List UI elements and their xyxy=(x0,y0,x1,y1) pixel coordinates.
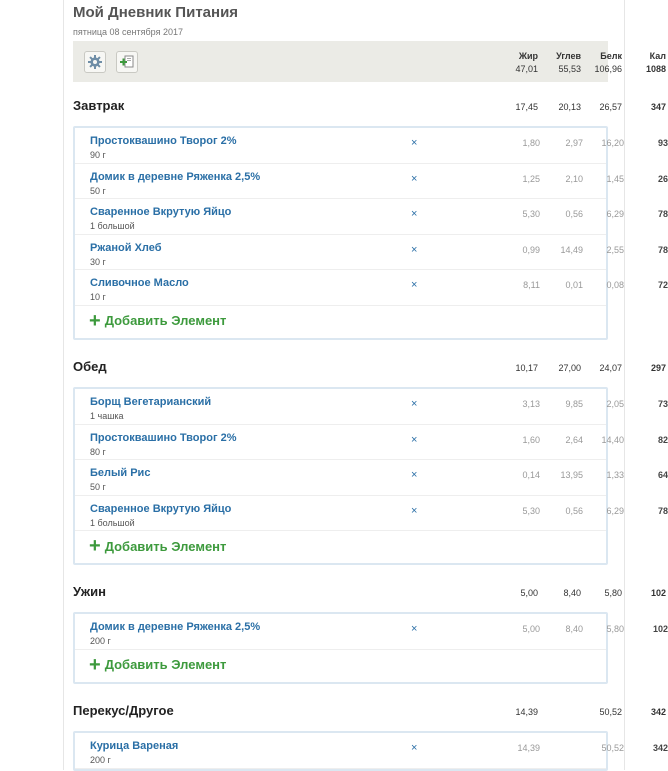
meal-total-protein: 24,07 xyxy=(599,363,622,373)
meal-section xyxy=(73,92,668,340)
meal-title: Завтрак xyxy=(73,98,125,113)
food-item-row xyxy=(75,235,668,271)
food-item-row xyxy=(75,460,668,496)
food-item-portion: 1 чашка xyxy=(90,411,124,421)
food-item-name[interactable]: Сваренное Вкрутую Яйцо xyxy=(90,502,232,515)
food-item-calories: 78 xyxy=(657,244,668,255)
meal-header xyxy=(73,353,666,379)
food-item-protein: 1,45 xyxy=(606,173,624,184)
food-item-protein: 0,08 xyxy=(606,280,624,290)
total-carbs: 55,53 xyxy=(558,64,581,74)
page-border-left xyxy=(63,0,64,770)
food-item-protein: 2,05 xyxy=(606,399,624,409)
food-item-protein: 6,29 xyxy=(606,505,624,516)
food-item-portion: 50 г xyxy=(90,185,106,196)
food-item-name[interactable]: Сваренное Вкрутую Яйцо xyxy=(90,206,232,218)
remove-item-button[interactable]: × xyxy=(411,243,418,256)
column-header-carbs: Углев xyxy=(556,51,581,61)
column-header-fat: Жир xyxy=(518,51,538,61)
remove-item-button[interactable]: × xyxy=(411,504,418,517)
food-item-row xyxy=(75,614,668,650)
food-item-name[interactable]: Борщ Вегетарианский xyxy=(90,396,212,408)
food-item-fat: 3,13 xyxy=(522,399,540,409)
meal-header xyxy=(73,697,666,723)
food-item-carbs: 9,85 xyxy=(565,399,583,409)
food-item-protein: 6,29 xyxy=(606,209,624,219)
food-item-portion: 200 г xyxy=(90,755,111,765)
food-item-fat: 5,30 xyxy=(522,505,540,516)
food-item-name[interactable]: Простоквашино Творог 2% xyxy=(90,135,237,147)
remove-item-button[interactable]: × xyxy=(411,208,418,220)
food-item-row xyxy=(75,164,668,200)
meal-total-calories: 102 xyxy=(650,588,666,598)
remove-item-button[interactable]: × xyxy=(411,279,418,291)
food-item-row xyxy=(75,425,668,461)
food-item-name[interactable]: Сливочное Масло xyxy=(90,277,189,289)
food-item-calories: 102 xyxy=(652,624,668,634)
food-item-row xyxy=(75,270,668,306)
plus-icon: + xyxy=(89,309,101,332)
food-item-protein: 16,20 xyxy=(601,138,624,148)
meal-section xyxy=(73,697,668,771)
food-item-fat: 1,60 xyxy=(522,434,540,445)
add-item-row xyxy=(75,306,606,338)
column-header-protein: Белк xyxy=(600,51,622,61)
food-item-carbs: 0,56 xyxy=(565,209,583,219)
food-item-portion: 1 большой xyxy=(90,517,135,528)
food-item-protein: 2,55 xyxy=(606,244,624,255)
add-item-button[interactable] xyxy=(89,653,227,676)
food-item-fat: 0,99 xyxy=(522,244,540,255)
meal-total-carbs: 20,13 xyxy=(558,102,581,112)
meal-total-protein: 5,80 xyxy=(604,588,622,598)
food-item-name[interactable]: Ржаной Хлеб xyxy=(90,241,162,254)
meal-total-fat: 10,17 xyxy=(515,363,538,373)
page-title: Мой Дневник Питания xyxy=(73,4,239,21)
add-item-label: Добавить Элемент xyxy=(104,313,227,328)
meal-title: Ужин xyxy=(73,584,106,599)
food-item-protein: 5,80 xyxy=(606,624,624,634)
food-item-calories: 64 xyxy=(657,470,668,480)
page-border-right xyxy=(624,0,625,770)
food-item-protein: 14,40 xyxy=(601,434,624,445)
meal-header xyxy=(73,92,666,118)
food-item-fat: 0,14 xyxy=(522,470,540,480)
meal-total-fat: 17,45 xyxy=(515,102,538,112)
meal-total-protein: 50,52 xyxy=(599,707,622,717)
add-copy-button[interactable] xyxy=(116,51,138,73)
add-item-row xyxy=(75,531,606,563)
meal-title: Перекус/Другое xyxy=(73,703,174,718)
diary-date: пятница 08 сентября 2017 xyxy=(73,27,183,37)
settings-button[interactable] xyxy=(84,51,106,73)
plus-icon: + xyxy=(89,653,101,676)
meal-header xyxy=(73,578,666,604)
total-protein: 106,96 xyxy=(594,64,622,74)
total-fat: 47,01 xyxy=(515,64,538,74)
food-item-carbs: 14,49 xyxy=(560,244,583,255)
add-item-button[interactable] xyxy=(89,535,227,557)
food-item-row xyxy=(75,199,668,235)
food-item-calories: 72 xyxy=(657,280,668,290)
food-item-row xyxy=(75,389,668,425)
food-item-carbs: 2,10 xyxy=(565,173,583,184)
food-item-carbs: 2,97 xyxy=(565,138,583,148)
food-item-calories: 78 xyxy=(657,505,668,516)
food-item-name[interactable]: Домик в деревне Ряженка 2,5% xyxy=(90,170,261,183)
food-item-calories: 342 xyxy=(652,743,668,753)
food-item-portion: 200 г xyxy=(90,636,111,646)
food-item-calories: 73 xyxy=(657,399,668,409)
meal-items-box xyxy=(73,387,668,565)
food-item-portion: 30 г xyxy=(90,256,106,267)
food-item-fat: 5,30 xyxy=(522,209,540,219)
remove-item-button[interactable]: × xyxy=(411,137,418,149)
totals-bar xyxy=(73,41,666,82)
remove-item-button[interactable]: × xyxy=(411,742,418,754)
remove-item-button[interactable]: × xyxy=(411,398,418,410)
add-item-label: Добавить Элемент xyxy=(104,657,227,672)
food-item-portion: 90 г xyxy=(90,150,106,160)
food-item-fat: 1,25 xyxy=(522,173,540,184)
meal-section xyxy=(73,578,668,684)
food-item-portion: 10 г xyxy=(90,292,106,302)
food-item-carbs: 13,95 xyxy=(560,470,583,480)
food-item-name[interactable]: Простоквашино Творог 2% xyxy=(90,431,237,444)
remove-item-button[interactable]: × xyxy=(411,172,418,185)
food-item-fat: 1,80 xyxy=(522,138,540,148)
food-item-portion: 50 г xyxy=(90,482,106,492)
food-item-carbs: 0,56 xyxy=(565,505,583,516)
food-item-calories: 82 xyxy=(657,434,668,445)
meal-total-calories: 347 xyxy=(650,102,666,112)
food-item-calories: 78 xyxy=(657,209,668,219)
food-item-carbs: 0,01 xyxy=(565,280,583,290)
food-item-protein: 1,33 xyxy=(606,470,624,480)
food-item-calories: 26 xyxy=(657,173,668,184)
meal-items-box xyxy=(73,612,668,684)
food-item-protein: 50,52 xyxy=(601,743,624,753)
food-item-row xyxy=(75,128,668,164)
food-item-name[interactable]: Курица Вареная xyxy=(90,740,179,752)
column-header-calories: Кал xyxy=(649,51,666,61)
food-item-portion: 1 большой xyxy=(90,221,135,231)
food-item-fat: 8,11 xyxy=(523,280,540,290)
add-item-label: Добавить Элемент xyxy=(104,538,227,554)
meal-total-carbs: 8,40 xyxy=(563,588,581,598)
meal-total-protein: 26,57 xyxy=(599,102,622,112)
meal-items-box xyxy=(73,126,668,340)
food-item-calories: 93 xyxy=(657,138,668,148)
food-item-name[interactable]: Домик в деревне Ряженка 2,5% xyxy=(90,621,261,633)
meal-total-carbs: 27,00 xyxy=(558,363,581,373)
food-item-name[interactable]: Белый Рис xyxy=(90,467,151,479)
total-calories: 1088 xyxy=(645,64,666,74)
add-item-row xyxy=(75,650,606,682)
meal-items-box xyxy=(73,731,668,771)
gear-icon xyxy=(87,54,103,70)
food-item-carbs: 8,40 xyxy=(565,624,583,634)
food-item-fat: 5,00 xyxy=(522,624,540,634)
meal-total-calories: 297 xyxy=(650,363,666,373)
meal-section xyxy=(73,353,668,565)
remove-item-button[interactable]: × xyxy=(411,623,418,635)
remove-item-button[interactable]: × xyxy=(411,433,418,446)
food-item-carbs: 2,64 xyxy=(565,434,583,445)
meal-title: Обед xyxy=(73,359,107,374)
food-item-row xyxy=(75,496,668,532)
add-copy-icon xyxy=(119,54,135,70)
meal-total-calories: 342 xyxy=(650,707,666,717)
food-item-fat: 14,39 xyxy=(517,743,540,753)
food-item-portion: 80 г xyxy=(90,446,106,457)
meal-total-fat: 14,39 xyxy=(515,707,538,717)
add-item-button[interactable] xyxy=(89,309,227,332)
meal-total-fat: 5,00 xyxy=(520,588,538,598)
plus-icon: + xyxy=(89,535,101,557)
remove-item-button[interactable]: × xyxy=(411,469,418,481)
food-item-row xyxy=(75,733,668,769)
